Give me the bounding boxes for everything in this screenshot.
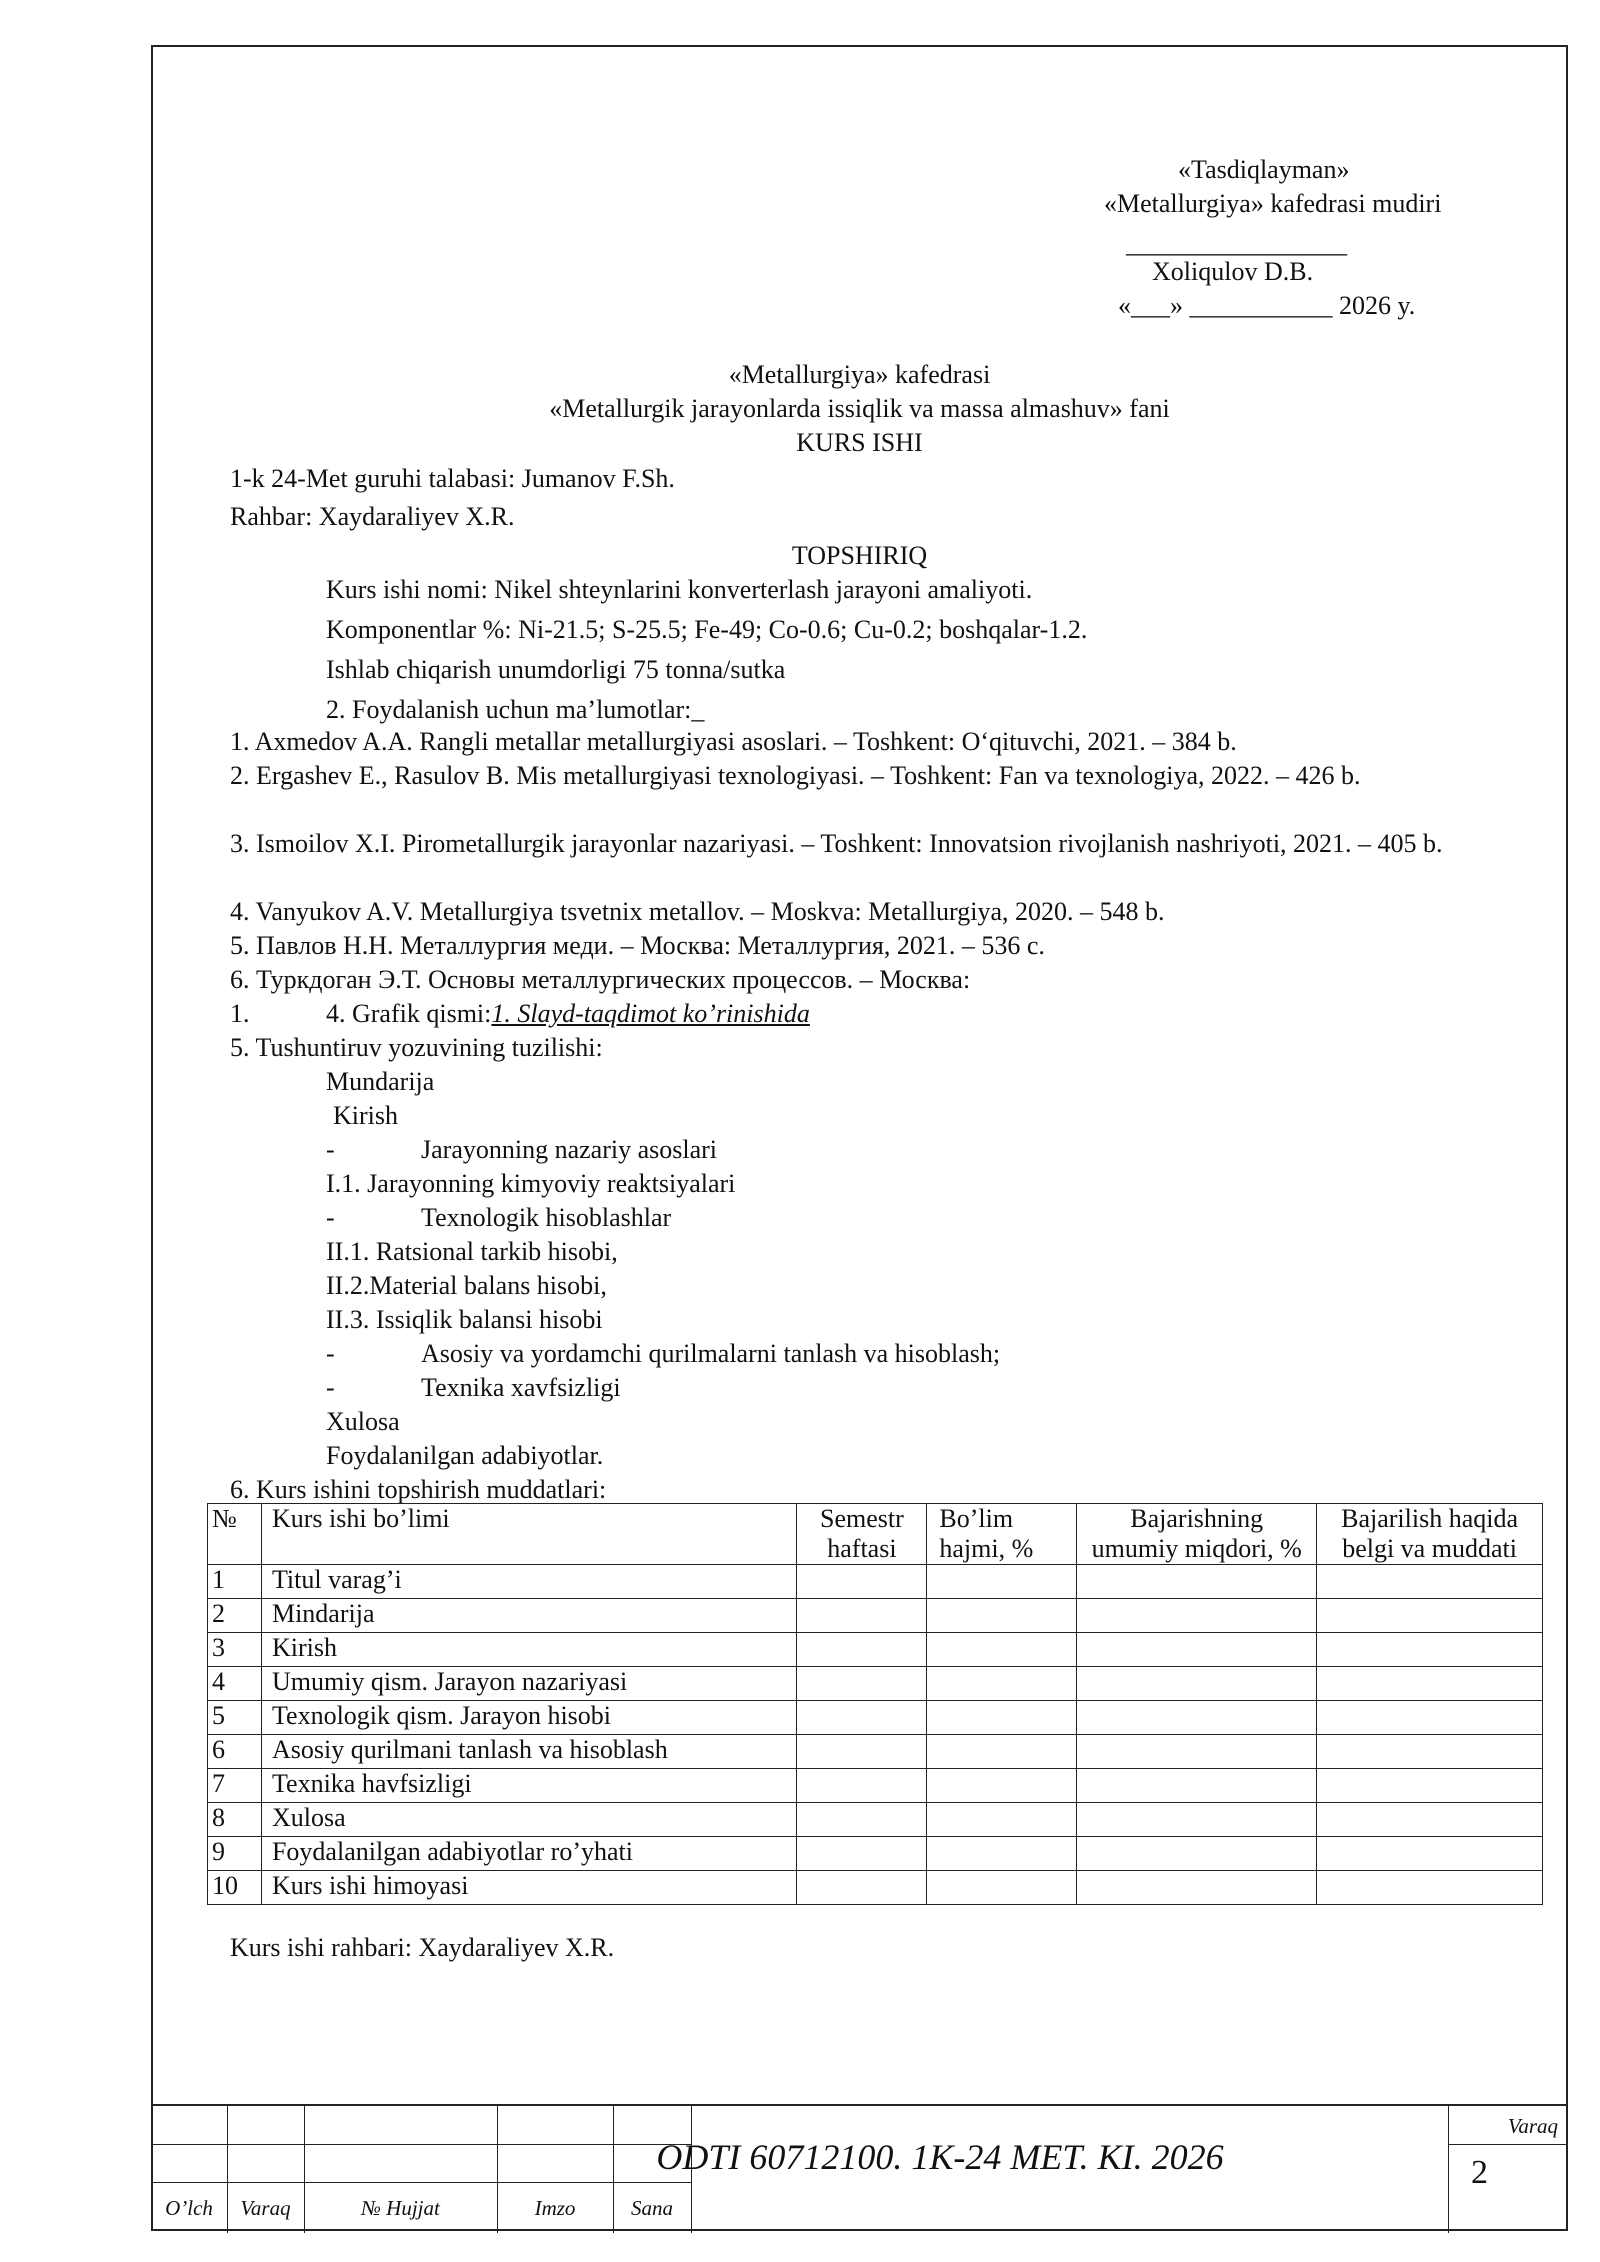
row-section-name: Texnologik qism. Jarayon hisobi	[261, 1701, 796, 1735]
structure-item: Texnika xavfsizligi	[421, 1373, 621, 1402]
stamp-label-sheet	[1448, 2114, 1568, 2139]
row-week-cell	[797, 1701, 927, 1735]
row-number: 10	[208, 1871, 262, 1905]
structure-heading: 5. Tushuntiruv yozuvining tuzilishi:	[230, 1033, 603, 1062]
row-section-name: Xulosa	[261, 1803, 796, 1837]
row-mark-cell	[1317, 1565, 1543, 1599]
row-total-cell	[1077, 1871, 1317, 1905]
column-header-line: Bajarilish haqida	[1341, 1504, 1519, 1533]
schedule-footer: Kurs ishi rahbari: Xaydaraliyev X.R.	[230, 1933, 615, 1962]
stamp-label-varaq: Varaq	[240, 2196, 291, 2220]
table-row	[208, 1803, 1543, 1837]
row-volume-cell	[927, 1667, 1077, 1701]
column-header-line: haftasi	[827, 1534, 897, 1563]
structure-item: Xulosa	[326, 1407, 400, 1436]
graphic-number: 1.	[230, 999, 250, 1028]
graphic-label: 4. Grafik qismi:	[326, 999, 492, 1028]
structure-item: Texnologik hisoblashlar	[421, 1203, 672, 1232]
approval-signature-line: _________________	[1126, 229, 1347, 258]
row-volume-cell	[927, 1769, 1077, 1803]
row-week-cell	[797, 1871, 927, 1905]
row-mark-cell	[1317, 1769, 1543, 1803]
references-heading: 2. Foydalanish uchun ma’lumotlar:_	[326, 695, 705, 724]
stamp-row-line	[1448, 2144, 1568, 2145]
student-line: 1-k 24-Met guruhi talabasi: Jumanov F.Sh.	[230, 464, 675, 493]
column-header: Kurs ishi bo’limi	[261, 1504, 796, 1565]
row-total-cell	[1077, 1837, 1317, 1871]
row-number: 3	[208, 1633, 262, 1667]
row-week-cell	[797, 1633, 927, 1667]
column-header-line: hajmi, %	[939, 1534, 1034, 1563]
assignment-components: Komponentlar %: Ni-21.5; S-25.5; Fe-49; Co-0.6; Cu-0.2; boshqalar-1.2.	[326, 615, 1088, 644]
table-row	[208, 1633, 1543, 1667]
structure-item: Jarayonning nazariy asoslari	[421, 1135, 718, 1164]
structure-dash: -	[326, 1135, 335, 1164]
row-mark-cell	[1317, 1599, 1543, 1633]
row-week-cell	[797, 1837, 927, 1871]
column-header-line: Semestr	[820, 1504, 904, 1533]
row-number: 6	[208, 1735, 262, 1769]
structure-dash: -	[326, 1373, 335, 1402]
column-header-line: umumiy miqdori, %	[1091, 1534, 1302, 1563]
row-section-name: Titul varag’i	[261, 1565, 796, 1599]
structure-item: II.2.Material balans hisobi,	[326, 1271, 607, 1300]
row-section-name: Foydalanilgan adabiyotlar ro’yhati	[261, 1837, 796, 1871]
row-volume-cell	[927, 1701, 1077, 1735]
subject-title: «Metallurgik jarayonlarda issiqlik va massa almashuv» fani	[549, 394, 1170, 423]
table-row	[208, 1871, 1543, 1905]
reference-item: 6. Туркдоган Э.Т. Основы металлургических процессов. – Москва:	[230, 965, 971, 994]
table-row	[208, 1667, 1543, 1701]
table-row	[208, 1837, 1543, 1871]
row-volume-cell	[927, 1599, 1077, 1633]
assignment-title: TOPSHIRIQ	[791, 541, 928, 570]
structure-item: II.1. Ratsional tarkib hisobi,	[326, 1237, 618, 1266]
doc-type-title: KURS ISHI	[796, 428, 923, 457]
column-header	[1317, 1504, 1543, 1565]
supervisor-line: Rahbar: Xaydaraliyev X.R.	[230, 502, 515, 531]
graphic-value: 1. Slayd-taqdimot ko’rinishida	[491, 999, 810, 1028]
document-code: ODTI 60712100. 1K-24 MET. KI. 2026	[656, 2137, 1224, 2177]
row-section-name: Texnika havfsizligi	[261, 1769, 796, 1803]
structure-dash: -	[326, 1339, 335, 1368]
reference-item: 3. Ismoilov X.I. Pirometallurgik jarayonlar nazariyasi. – Toshkent: Innovatsion rivojlanish nashriyoti, 2021. – 405 b.	[230, 829, 1443, 858]
row-section-name: Asosiy qurilmani tanlash va hisoblash	[261, 1735, 796, 1769]
row-mark-cell	[1317, 1871, 1543, 1905]
row-mark-cell	[1317, 1701, 1543, 1735]
row-volume-cell	[927, 1871, 1077, 1905]
department-title: «Metallurgiya» kafedrasi	[728, 360, 991, 389]
row-mark-cell	[1317, 1803, 1543, 1837]
table-row	[208, 1565, 1543, 1599]
row-week-cell	[797, 1803, 927, 1837]
reference-item: 1. Axmedov A.A. Rangli metallar metallurgiyasi asoslari. – Toshkent: O‘qituvchi, 2021. – 384 b.	[230, 727, 1237, 756]
row-number: 9	[208, 1837, 262, 1871]
row-total-cell	[1077, 1769, 1317, 1803]
row-volume-cell	[927, 1565, 1077, 1599]
row-volume-cell	[927, 1837, 1077, 1871]
reference-item: 2. Ergashev E., Rasulov B. Mis metallurgiyasi texnologiyasi. – Toshkent: Fan va texnologiya, 2022. – 426 b.	[230, 761, 1361, 790]
reference-item: 4. Vanyukov A.V. Metallurgiya tsvetnix metallov. – Moskva: Metallurgiya, 2020. – 548 b.	[230, 897, 1165, 926]
stamp-label-sana: Sana	[631, 2196, 673, 2220]
column-header	[797, 1504, 927, 1565]
row-number: 1	[208, 1565, 262, 1599]
row-number: 7	[208, 1769, 262, 1803]
stamp-label-hujjat: № Hujjat	[361, 2196, 440, 2220]
row-total-cell	[1077, 1735, 1317, 1769]
table-row	[208, 1701, 1543, 1735]
stamp-label-olch: O’lch	[165, 2196, 213, 2220]
structure-dash: -	[326, 1203, 335, 1232]
table-header-row	[208, 1504, 1543, 1565]
row-number: 5	[208, 1701, 262, 1735]
row-total-cell	[1077, 1803, 1317, 1837]
row-week-cell	[797, 1565, 927, 1599]
approval-line-1: «Tasdiqlayman»	[1178, 155, 1350, 184]
row-total-cell	[1077, 1565, 1317, 1599]
row-section-name: Kurs ishi himoyasi	[261, 1871, 796, 1905]
row-section-name: Kirish	[261, 1633, 796, 1667]
table-row	[208, 1769, 1543, 1803]
row-total-cell	[1077, 1633, 1317, 1667]
schedule-table	[207, 1503, 1543, 1905]
row-section-name: Mindarija	[261, 1599, 796, 1633]
table-row	[208, 1735, 1543, 1769]
row-week-cell	[797, 1599, 927, 1633]
row-volume-cell	[927, 1735, 1077, 1769]
stamp-row-line	[151, 2182, 691, 2183]
row-section-name: Umumiy qism. Jarayon nazariyasi	[261, 1667, 796, 1701]
column-header-line: belgi va muddati	[1342, 1534, 1517, 1563]
sheet-label-text: Varaq	[1507, 2114, 1558, 2138]
structure-item: I.1. Jarayonning kimyoviy reaktsiyalari	[326, 1169, 736, 1198]
row-volume-cell	[927, 1803, 1077, 1837]
column-header	[1077, 1504, 1317, 1565]
structure-item: Foydalanilgan adabiyotlar.	[326, 1441, 604, 1470]
row-week-cell	[797, 1667, 927, 1701]
row-week-cell	[797, 1735, 927, 1769]
column-header-line: Bo’lim	[939, 1504, 1014, 1533]
column-header	[927, 1504, 1077, 1565]
row-volume-cell	[927, 1633, 1077, 1667]
row-total-cell	[1077, 1667, 1317, 1701]
reference-item: 5. Павлов Н.Н. Металлургия меди. – Москва: Металлургия, 2021. – 536 с.	[230, 931, 1045, 960]
row-total-cell	[1077, 1599, 1317, 1633]
row-mark-cell	[1317, 1667, 1543, 1701]
table-row	[208, 1599, 1543, 1633]
row-week-cell	[797, 1769, 927, 1803]
column-header-line: Bajarishning	[1130, 1504, 1264, 1533]
approval-date: «___» ___________ 2026 y.	[1118, 291, 1416, 320]
column-header: №	[208, 1504, 262, 1565]
row-number: 8	[208, 1803, 262, 1837]
structure-item: II.3. Issiqlik balansi hisobi	[326, 1305, 603, 1334]
approval-name: Xoliqulov D.B.	[1152, 257, 1314, 286]
graphic-line	[326, 998, 810, 1030]
assignment-name: Kurs ishi nomi: Nikel shteynlarini konverterlash jarayoni amaliyoti.	[326, 575, 1033, 604]
sheet-number: 2	[1471, 2154, 1488, 2191]
row-mark-cell	[1317, 1837, 1543, 1871]
assignment-capacity: Ishlab chiqarish unumdorligi 75 tonna/sutka	[326, 655, 786, 684]
structure-item: Mundarija	[326, 1067, 435, 1096]
row-total-cell	[1077, 1701, 1317, 1735]
structure-item: Kirish	[333, 1101, 398, 1130]
schedule-heading: 6. Kurs ishini topshirish muddatlari:	[230, 1475, 607, 1504]
row-number: 2	[208, 1599, 262, 1633]
stamp-label-imzo: Imzo	[534, 2196, 576, 2220]
structure-item: Asosiy va yordamchi qurilmalarni tanlash va hisoblash;	[421, 1339, 1001, 1368]
approval-line-2: «Metallurgiya» kafedrasi mudiri	[1104, 189, 1442, 218]
row-mark-cell	[1317, 1735, 1543, 1769]
row-mark-cell	[1317, 1633, 1543, 1667]
row-number: 4	[208, 1667, 262, 1701]
